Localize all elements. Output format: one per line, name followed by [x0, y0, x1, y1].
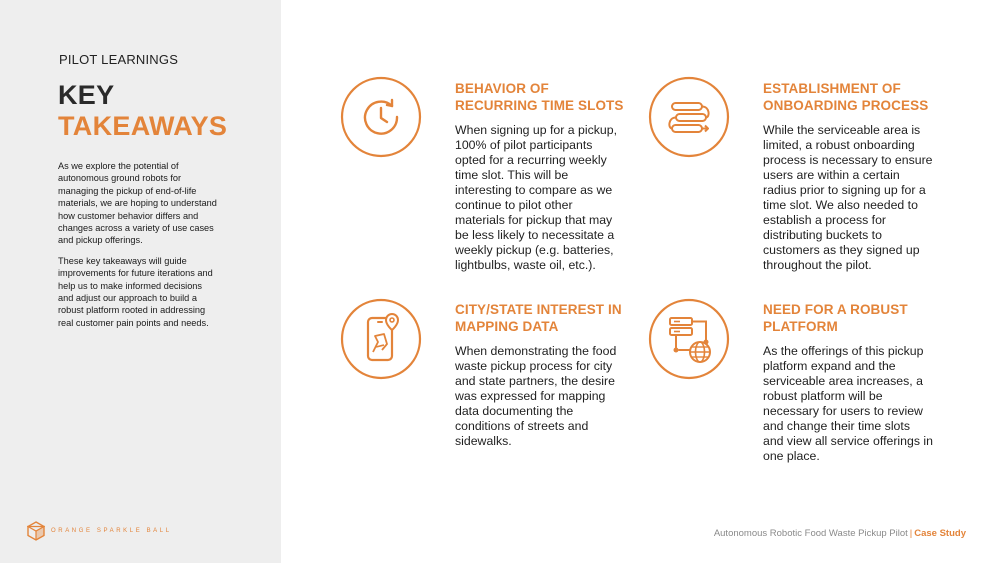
process-flow-icon: [648, 76, 730, 158]
card-heading-recurring: BEHAVIOR OF RECURRING TIME SLOTS: [455, 81, 624, 113]
card-body-platform: As the offerings of this pickup platform expand and the serviceable area increases, a robust platform will be necessary for users to review and change their time slots and view all service offerings in one place.: [763, 344, 933, 463]
card-body-onboarding: While the serviceable area is limited, a robust onboarding process is necessary to ensure users are within a certain radius prior to signing up for a time slot. We also needed to establish a process for distributing buckets to customers as they signed up throughout the pilot.: [763, 123, 933, 272]
card-heading-mapping: CITY/STATE INTEREST IN MAPPING DATA: [455, 302, 622, 334]
card-body-recurring: When signing up for a pickup, 100% of pilot participants opted for a recurring weekly time slot. This will be interesting to compare as we continue to pilot other materials for pickup that may be less likely to necessitate a weekly pickup (e.g. batteries, lightbulbs, waste oil, etc.).: [455, 123, 618, 272]
server-network-icon: [648, 298, 730, 380]
footer-label: Case Study: [914, 528, 966, 539]
card-heading-platform: NEED FOR A ROBUST PLATFORM: [763, 302, 908, 334]
title-line-2: TAKEAWAYS: [58, 111, 228, 141]
brand-logo: [27, 521, 172, 541]
brand-name: ORANGE SPARKLE BALL: [51, 528, 172, 534]
intro-paragraph-2: These key takeaways will guide improvements for future iterations and help us to make informed decisions and adjust our approach to build a robust platform rooted in addressing real customer pain points and needs.: [58, 255, 213, 328]
footer-separator: |: [909, 528, 913, 539]
cube-logo-icon: [27, 521, 45, 541]
card-body-mapping: When demonstrating the food waste pickup process for city and state partners, the desire was expressed for mapping data documenting the conditions of streets and sidewalks.: [455, 344, 617, 448]
card-heading-onboarding: ESTABLISHMENT OF ONBOARDING PROCESS: [763, 81, 929, 113]
intro-paragraph-1: As we explore the potential of autonomous ground robots for managing the pickup of end-of-life materials, we are hoping to understand how customer behavior differs and changes across a variety of use cases and pickup offerings.: [58, 161, 217, 246]
footer: [714, 528, 966, 539]
mobile-map-icon: [340, 298, 422, 380]
title-line-1: KEY: [58, 80, 115, 110]
intro-text: [58, 160, 218, 329]
section-eyebrow: PILOT LEARNINGS: [59, 52, 179, 67]
footer-project: Autonomous Robotic Food Waste Pickup Pilot: [713, 528, 908, 539]
sidebar-panel: [0, 0, 281, 563]
page-title: [58, 80, 227, 142]
recurring-clock-icon: [340, 76, 422, 158]
